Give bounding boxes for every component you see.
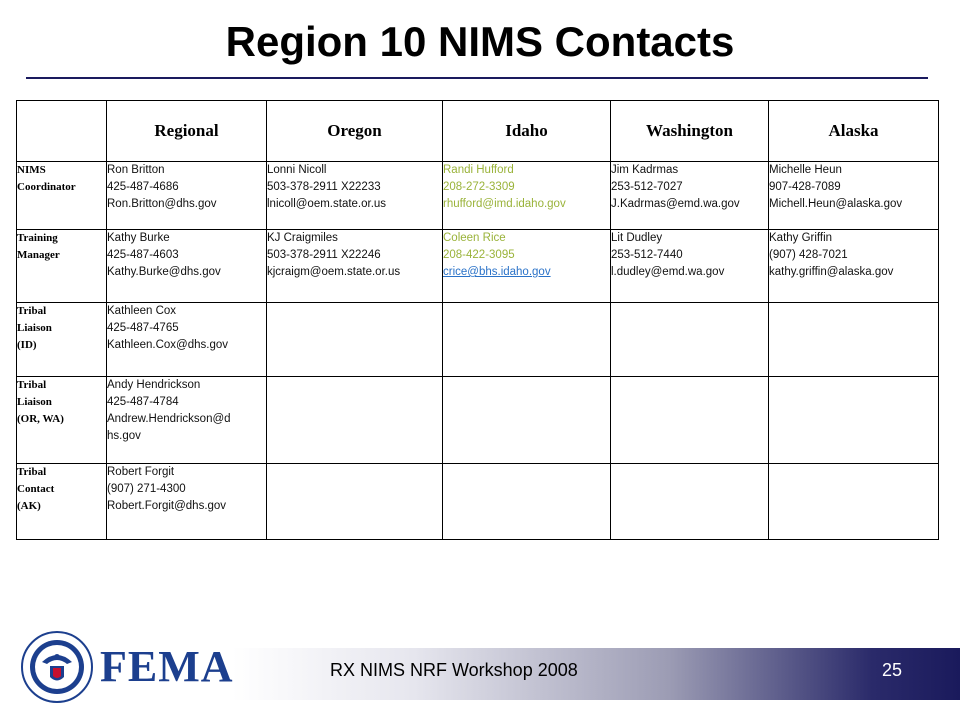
empty-cell <box>267 303 443 377</box>
empty-cell <box>267 377 443 464</box>
row-role: Tribal Contact (AK) <box>17 464 107 540</box>
empty-cell <box>769 303 939 377</box>
oregon-contact: Lonni Nicoll 503-378-2911 X22233 lnicoll@oem.state.or.us <box>267 162 443 230</box>
header-regional: Regional <box>107 101 267 162</box>
table-row <box>17 464 939 540</box>
header-idaho: Idaho <box>443 101 611 162</box>
idaho-contact-text: Coleen Rice 208-422-3095 <box>443 232 515 261</box>
idaho-contact <box>443 230 611 303</box>
regional-contact: Kathleen Cox 425-487-4765 Kathleen.Cox@dhs.gov <box>107 303 267 377</box>
empty-cell <box>267 464 443 540</box>
fema-logo: FEMA <box>100 642 234 691</box>
contacts-table <box>16 100 939 540</box>
row-role: NIMS Coordinator <box>17 162 107 230</box>
empty-cell <box>769 377 939 464</box>
empty-cell <box>611 377 769 464</box>
empty-cell <box>443 303 611 377</box>
table-row <box>17 230 939 303</box>
table-row <box>17 303 939 377</box>
title-underline <box>26 77 928 79</box>
page-number: 25 <box>882 660 903 680</box>
header-corner <box>17 101 107 162</box>
oregon-contact: KJ Craigmiles 503-378-2911 X22246 kjcraigm@oem.state.or.us <box>267 230 443 303</box>
empty-cell <box>769 464 939 540</box>
empty-cell <box>611 464 769 540</box>
workshop-label: RX NIMS NRF Workshop 2008 <box>330 660 578 680</box>
email-link[interactable]: crice@bhs.idaho.gov <box>443 266 551 278</box>
header-washington: Washington <box>611 101 769 162</box>
header-alaska: Alaska <box>769 101 939 162</box>
washington-contact: Jim Kadrmas 253-512-7027 J.Kadrmas@emd.wa.gov <box>611 162 769 230</box>
table-row <box>17 162 939 230</box>
empty-cell <box>443 377 611 464</box>
regional-contact: Ron Britton 425-487-4686 Ron.Britton@dhs.gov <box>107 162 267 230</box>
regional-contact: Andy Hendrickson 425-487-4784 Andrew.Hendrickson@d hs.gov <box>107 377 267 464</box>
table-row <box>17 377 939 464</box>
table-header-row <box>17 101 939 162</box>
empty-cell <box>611 303 769 377</box>
alaska-contact: Michelle Heun 907-428-7089 Michell.Heun@alaska.gov <box>769 162 939 230</box>
alaska-contact: Kathy Griffin (907) 428-7021 kathy.griffin@alaska.gov <box>769 230 939 303</box>
regional-contact: Kathy Burke 425-487-4603 Kathy.Burke@dhs.gov <box>107 230 267 303</box>
row-role: Tribal Liaison (OR, WA) <box>17 377 107 464</box>
washington-contact: Lit Dudley 253-512-7440 l.dudley@emd.wa.gov <box>611 230 769 303</box>
regional-contact: Robert Forgit (907) 271-4300 Robert.Forgit@dhs.gov <box>107 464 267 540</box>
idaho-contact: Randi Hufford 208-272-3309 rhufford@imd.idaho.gov <box>443 162 611 230</box>
dhs-seal-icon <box>20 630 94 704</box>
header-oregon: Oregon <box>267 101 443 162</box>
row-role: Training Manager <box>17 230 107 303</box>
row-role: Tribal Liaison (ID) <box>17 303 107 377</box>
slide-title: Region 10 NIMS Contacts <box>225 18 735 65</box>
empty-cell <box>443 464 611 540</box>
